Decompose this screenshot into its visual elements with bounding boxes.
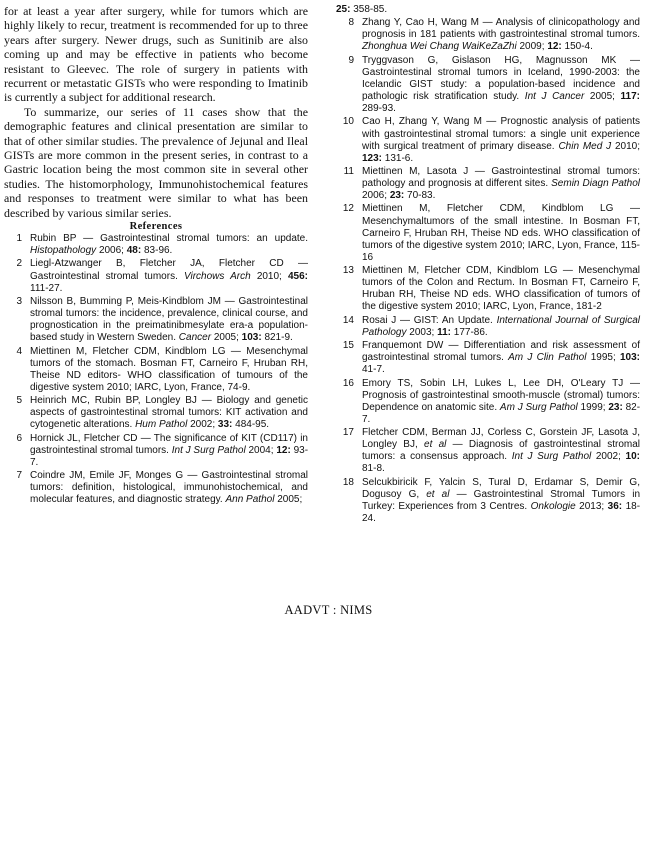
reference-pages: 289-93. — [362, 103, 396, 115]
reference-year: 2002; — [595, 451, 621, 463]
reference-journal: International Journal of Surgical Pathology — [362, 314, 641, 338]
reference-volume: 117: — [620, 91, 641, 103]
reference-item — [336, 55, 640, 115]
left-column — [4, 4, 308, 507]
reference-authors: Heinrich MC, Rubin BP, Longley BJ — Biology and genetic aspects of gastrointestinal stromal tumors: KIT activation and cytogenetic alterations. — [30, 395, 308, 431]
reference-authors: Selcukbiricik F, Yalcin S, Tural D, Erdamar S, Demir G, Dogusoy G, — [362, 476, 640, 500]
reference-list-right — [336, 17, 640, 525]
reference-number: 3 — [16, 295, 22, 307]
reference-item — [336, 315, 640, 339]
reference-journal: Int J Cancer — [524, 91, 585, 103]
reference-item — [336, 477, 640, 525]
reference-number: 5 — [16, 395, 22, 407]
references-heading: References — [129, 221, 183, 233]
reference-etal: et al — [426, 488, 450, 500]
reference-pages: 70-83. — [407, 190, 436, 202]
reference-year: 2010; — [614, 140, 641, 152]
reference-volume: 456: — [287, 270, 308, 282]
reference-title: — Diagnosis of gastrointestinal stromal tumors: a consensus approach. — [362, 439, 641, 463]
reference-number: 13 — [342, 265, 354, 277]
reference-item — [4, 470, 308, 506]
reference-authors: Rosai J — GIST: An Update. — [362, 314, 493, 326]
reference-year: 2003; — [409, 326, 435, 338]
reference-volume: 123: — [362, 152, 383, 164]
reference-authors: Tryggvason G, Gislason HG, Magnusson MK — Gastrointestinal stromal tumors in Iceland, 1990-2003: the Icelandic GIST study: a population-based incidence and pathologic risk stratification study. — [362, 54, 640, 103]
reference-authors: Liegl-Atzwanger B, Fletcher JA, Fletcher CD — Gastrointestinal stromal tumors. — [30, 258, 308, 282]
reference-journal: Cancer — [178, 332, 212, 344]
reference-7-continuation — [336, 4, 640, 16]
reference-journal: Semin Diagn Pathol — [551, 178, 640, 190]
reference-pages: 82-7. — [362, 401, 641, 425]
reference-pages: 18-24. — [362, 500, 641, 524]
reference-volume: 10: — [625, 451, 640, 463]
reference-item — [4, 233, 308, 257]
reference-journal: Am J Surg Pathol — [499, 401, 578, 413]
reference-pages: 821-9. — [264, 332, 293, 344]
reference-journal: Histopathology — [30, 245, 97, 257]
page-footer: AADVT : NIMS — [284, 603, 373, 617]
reference-year: 2002; — [190, 419, 216, 431]
reference-year: 1999; — [580, 401, 606, 413]
reference-number: 10 — [342, 116, 354, 128]
reference-journal: Onkologie — [530, 500, 576, 512]
reference-number: 9 — [348, 54, 354, 66]
reference-year: 2004; — [248, 444, 274, 456]
reference-authors: Emory TS, Sobin LH, Lukes L, Lee DH, O'Leary TJ — Prognosis of gastrointestinal smooth-muscle (stromal) tumors: Dependence on anatomic site. — [362, 377, 640, 413]
reference-authors: Zhang Y, Cao H, Wang M — Analysis of clinicopathology and prognosis in 181 patients with gastrointestinal stromal tumors. — [362, 17, 640, 41]
reference-volume: 36: — [607, 500, 623, 512]
reference-number: 14 — [342, 314, 354, 326]
reference-item — [336, 378, 640, 426]
reference-pages: 83-96. — [143, 245, 173, 257]
reference-year: 1995; — [590, 352, 616, 364]
reference-authors: Hornick JL, Fletcher CD — The significance of KIT (CD117) in gastrointestinal stromal tumors. — [30, 432, 308, 456]
reference-pages: 81-8. — [362, 463, 385, 475]
reference-year: 2013; — [579, 500, 605, 512]
ref7-pages: 358-85. — [353, 4, 388, 15]
reference-authors: Nilsson B, Bumming P, Meis-Kindblom JM — Gastrointestinal stromal tumors: the incidence, prevalence, clinical course, and prognostication in the preimatinibmesylate era-a population-based study in Western Sweden. — [30, 295, 308, 344]
reference-number: 4 — [16, 345, 22, 357]
reference-item — [336, 116, 640, 164]
reference-pages: 150-4. — [564, 41, 593, 53]
reference-journal: Ann Pathol — [225, 494, 275, 506]
reference-journal: Chin Med J — [558, 140, 612, 152]
reference-year: 2005; — [277, 494, 303, 506]
reference-item — [4, 395, 308, 431]
reference-number: 12 — [342, 203, 354, 215]
reference-year: 2005; — [589, 91, 615, 103]
reference-number: 1 — [16, 233, 22, 245]
body-paragraph-2: To summarize, our series of 11 cases show that the demographic features and clinical presentation are similar to that of other similar studies. The prevalence of Jejunal and Ileal GISTs are more common in the present series, in contrast to a Gastric location being the most common site in several other studies. The histomorphology, Immunohistochemical features and responses to treatment were similar to what has been described by various similar series. — [4, 104, 308, 220]
reference-journal: Hum Pathol — [135, 419, 188, 431]
reference-year: 2005; — [213, 332, 239, 344]
reference-volume: 23: — [389, 190, 405, 202]
reference-item — [336, 340, 640, 376]
reference-year: 2006; — [98, 245, 124, 257]
reference-pages: 93-7. — [30, 444, 309, 468]
reference-pages: 177-86. — [453, 326, 488, 338]
reference-volume: 48: — [126, 245, 142, 257]
reference-etal: et al — [424, 439, 447, 451]
reference-volume: 12: — [276, 444, 291, 456]
reference-item — [4, 433, 308, 469]
reference-authors: Fletcher CDM, Berman JJ, Corless C, Gorstein JF, Lasota J, Longley BJ, — [362, 427, 640, 451]
reference-volume: 11: — [437, 326, 451, 338]
reference-authors: Miettinen M, Fletcher CDM, Kindblom LG — Mesenchymal tumors of the Colon and Rectum. In Bosman FT, Carneiro F, Hruban RH, Theise ND eds. WHO classification of tumors of the digestive system 2010; IARC, Lyon, France, 181-2 — [362, 265, 640, 313]
reference-volume: 12: — [547, 41, 562, 53]
reference-authors: Miettinen M, Fletcher CDM, Kindblom LG — Mesenchymaltumors of the small intestine. In Bosman FT, Carneiro F, Hruban RH, Theise ND eds. WHO classification of tumors of the digestive system 2010; IARC, Lyon, France, 115-16 — [362, 203, 640, 263]
reference-journal: Zhonghua Wei Chang WaiKeZaZhi — [362, 41, 517, 53]
reference-number: 17 — [342, 427, 354, 439]
reference-authors: Miettinen M, Lasota J — Gastrointestinal stromal tumors: pathology and prognosis at different sites. — [362, 165, 640, 190]
reference-volume: 23: — [608, 401, 623, 413]
reference-journal: Int J Surg Pathol — [171, 444, 246, 456]
reference-pages: 484-95. — [235, 419, 270, 431]
reference-year: 2006; — [362, 190, 388, 202]
ref7-volume: 25: — [336, 4, 351, 15]
reference-volume: 103: — [619, 352, 640, 364]
reference-item — [336, 427, 640, 475]
reference-number: 18 — [342, 476, 354, 488]
reference-number: 11 — [343, 165, 354, 177]
reference-pages: 131-6. — [384, 152, 414, 164]
reference-number: 16 — [342, 377, 354, 389]
reference-authors: Rubin BP — Gastrointestinal stromal tumors: an update. — [30, 233, 308, 245]
reference-list-left — [4, 233, 308, 506]
reference-item — [4, 258, 308, 294]
right-column — [336, 4, 640, 526]
reference-item — [336, 17, 640, 53]
reference-item — [336, 265, 640, 313]
reference-authors: Miettinen M, Fletcher CDM, Kindblom LG — Mesenchymal tumors of the stomach. Bosman FT, Carneiro F, Hruban RH, Theise ND editors- WHO classification of tumours of the digestive system 2010; IARC, Lyon, France, 74-9. — [30, 345, 308, 393]
reference-title: — Gastrointestinal Stromal Tumors in Turkey: Experiences from 3 Centres. — [362, 488, 641, 512]
reference-item — [336, 203, 640, 263]
reference-authors: Franquemont DW — Differentiation and risk assessment of gastrointestinal stromal tumors. — [362, 340, 640, 364]
reference-number: 2 — [16, 258, 22, 270]
reference-volume: 103: — [241, 332, 262, 344]
reference-authors: Cao H, Zhang Y, Wang M — Prognostic analysis of patients with gastrointestinal stromal tumors: a single unit experience with surgical treatment of primary disease. — [362, 116, 640, 152]
reference-journal: Am J Clin Pathol — [508, 352, 587, 364]
reference-number: 6 — [16, 432, 22, 444]
reference-item — [4, 346, 308, 394]
reference-year: 2009; — [519, 41, 545, 53]
reference-pages: 41-7. — [362, 364, 385, 376]
reference-number: 15 — [342, 340, 354, 352]
reference-item — [336, 166, 640, 202]
reference-item — [4, 296, 308, 344]
reference-pages: 111-27. — [30, 282, 63, 294]
reference-journal: Virchows Arch — [183, 270, 251, 282]
body-paragraph-1: for at least a year after surgery, while for tumors which are highly likely to recur, treatment is recommended for up to three years after surgery. Newer drugs, such as Sunitinib are also coming up and may be effective in patients who become resistant to Gleevec. The role of surgery in patients with recurrent or metastatic GISTs who were responding to Imatinib is currently a subject for additional research. — [4, 4, 308, 105]
reference-volume: 33: — [217, 419, 233, 431]
reference-authors: Coindre JM, Emile JF, Monges G — Gastrointestinal stromal tumors: definition, histological, immunohistochemical, and molecular features, and diagnostic strategy. — [30, 470, 308, 506]
reference-number: 8 — [348, 17, 354, 29]
reference-number: 7 — [16, 470, 22, 481]
reference-journal: Int J Surg Pathol — [511, 451, 592, 463]
reference-year: 2010; — [256, 270, 282, 282]
